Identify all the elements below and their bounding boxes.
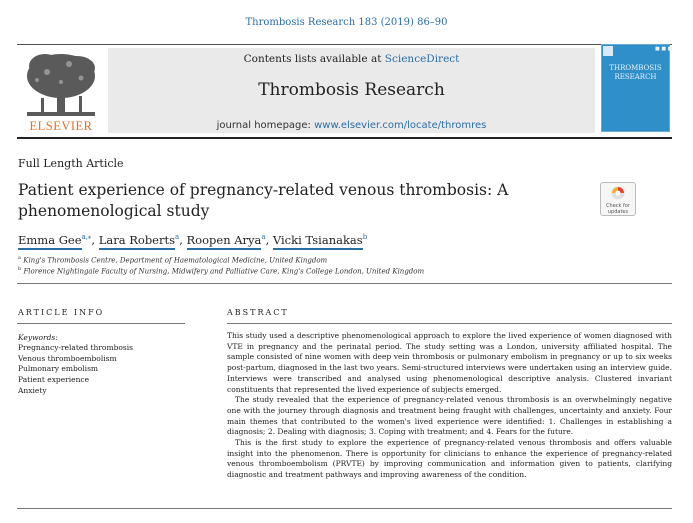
abstract-heading: ABSTRACT <box>227 308 289 317</box>
abstract-body <box>227 331 672 481</box>
author-list <box>18 233 367 247</box>
author-affil-marker[interactable]: a,⁎ <box>81 233 92 242</box>
author-affil-marker[interactable]: a <box>261 233 266 242</box>
keyword-item: Venous thromboembolism <box>18 353 117 363</box>
keyword-item: Pregnancy-related thrombosis <box>18 343 133 352</box>
keyword-item: Patient experience <box>18 375 90 385</box>
keywords-label: Keywords: <box>18 333 58 342</box>
keyword-item: Anxiety <box>18 385 47 395</box>
article-info-divider <box>17 323 185 324</box>
article-type: Full Length Article <box>18 157 124 170</box>
cover-marks: ■ ■ ■ <box>655 46 673 52</box>
article-title: Patient experience of pregnancy-related venous thrombosis: A phenomenological study <box>18 181 509 220</box>
author-link[interactable]: Vicki Tsianakas <box>273 233 363 250</box>
abstract-paragraph: This study used a descriptive phenomenological approach to explore the lived experience of women diagnosed with VTE in pregnancy and the perinatal period. The study setting was a London, university affiliated hospital. The sample consisted of nine women with deep vein thrombosis or pulmonary embolism in pregnancy or up to six weeks post-partum, diagnosed in the last two years. Semi-structured interviews were undertaken using an interview guide. Interviews were transcribed and analysed using phenomenological descriptive analysis. Clustered invariant constituents that represented the lived experience of subjects emerged. <box>227 331 672 394</box>
check-updates-line1: Check for <box>606 203 630 209</box>
author-link[interactable]: Lara Roberts <box>99 233 175 250</box>
abstract-bottom-divider <box>17 508 672 509</box>
journal-citation[interactable]: Thrombosis Research 183 (2019) 86–90 <box>245 17 448 28</box>
article-info-heading: ARTICLE INFO <box>18 308 105 317</box>
contents-line <box>108 53 595 65</box>
header-divider-top <box>17 44 672 45</box>
check-for-updates-icon <box>611 186 625 200</box>
abstract-divider <box>227 323 672 324</box>
author-separator: , <box>179 233 187 247</box>
contents-prefix: Contents lists available at <box>243 53 385 65</box>
abstract-paragraph: The study revealed that the experience of pregnancy-related venous thrombosis is an overwhelmingly negative one with the journey through diagnosis and treatment being fraught with challenges, uncertainty and anxiety. Four main themes that contributed to the women's lived experience were identified: 1. Challenges in establishing a diagnosis; 2. Dealing with diagnosis; 3. Coping with treatment; and 4. Fears for the future. <box>227 395 672 437</box>
cover-logo-mark <box>603 46 613 56</box>
homepage-prefix: journal homepage: <box>216 120 315 131</box>
affiliation-text: King's Thrombosis Centre, Department of Haematological Medicine, United Kingdom <box>23 256 328 265</box>
journal-homepage-line <box>108 120 595 131</box>
author-link[interactable]: Emma Gee <box>18 233 82 250</box>
homepage-link[interactable]: www.elsevier.com/locate/thromres <box>314 120 487 131</box>
sciencedirect-link[interactable]: ScienceDirect <box>384 53 460 65</box>
author-separator: , <box>91 233 99 247</box>
author-affil-marker[interactable]: a <box>175 233 180 242</box>
affiliation-label: a <box>18 255 21 261</box>
keywords-list <box>18 343 133 397</box>
affiliation-a <box>18 255 327 264</box>
affiliation-label: b <box>18 266 22 272</box>
header-divider-bottom <box>17 137 672 139</box>
check-for-updates-label <box>600 203 636 215</box>
journal-cover-image[interactable] <box>601 44 673 132</box>
affiliation-text: Florence Nightingale Faculty of Nursing, Midwifery and Palliative Care, King's College London, United Kingdom <box>23 267 425 276</box>
author-separator: , <box>265 233 273 247</box>
author-link[interactable]: Roopen Arya <box>187 233 262 250</box>
cover-title <box>603 64 668 82</box>
affiliation-b <box>18 266 424 275</box>
author-affil-marker[interactable]: b <box>362 233 368 242</box>
keyword-item: Pulmonary embolism <box>18 364 99 374</box>
journal-title: Thrombosis Research <box>258 80 445 100</box>
cover-title-line2: RESEARCH <box>614 73 657 81</box>
abstract-paragraph: This is the first study to explore the experience of pregnancy-related venous thrombosis and offers valuable insight into the phenomenon. There is opportunity for clinicians to enhance the experience of pregnancy-related venous thromboembolism (PRVTE) by improving communication and information given to patients, clarifying diagnostic and treatment pathways and improving awareness of the condition. <box>227 438 672 480</box>
cover-title-line1: THROMBOSIS <box>609 64 662 72</box>
check-updates-line2: updates <box>607 209 629 215</box>
affiliation-divider <box>17 283 672 284</box>
elsevier-wordmark: ELSEVIER <box>29 119 93 133</box>
